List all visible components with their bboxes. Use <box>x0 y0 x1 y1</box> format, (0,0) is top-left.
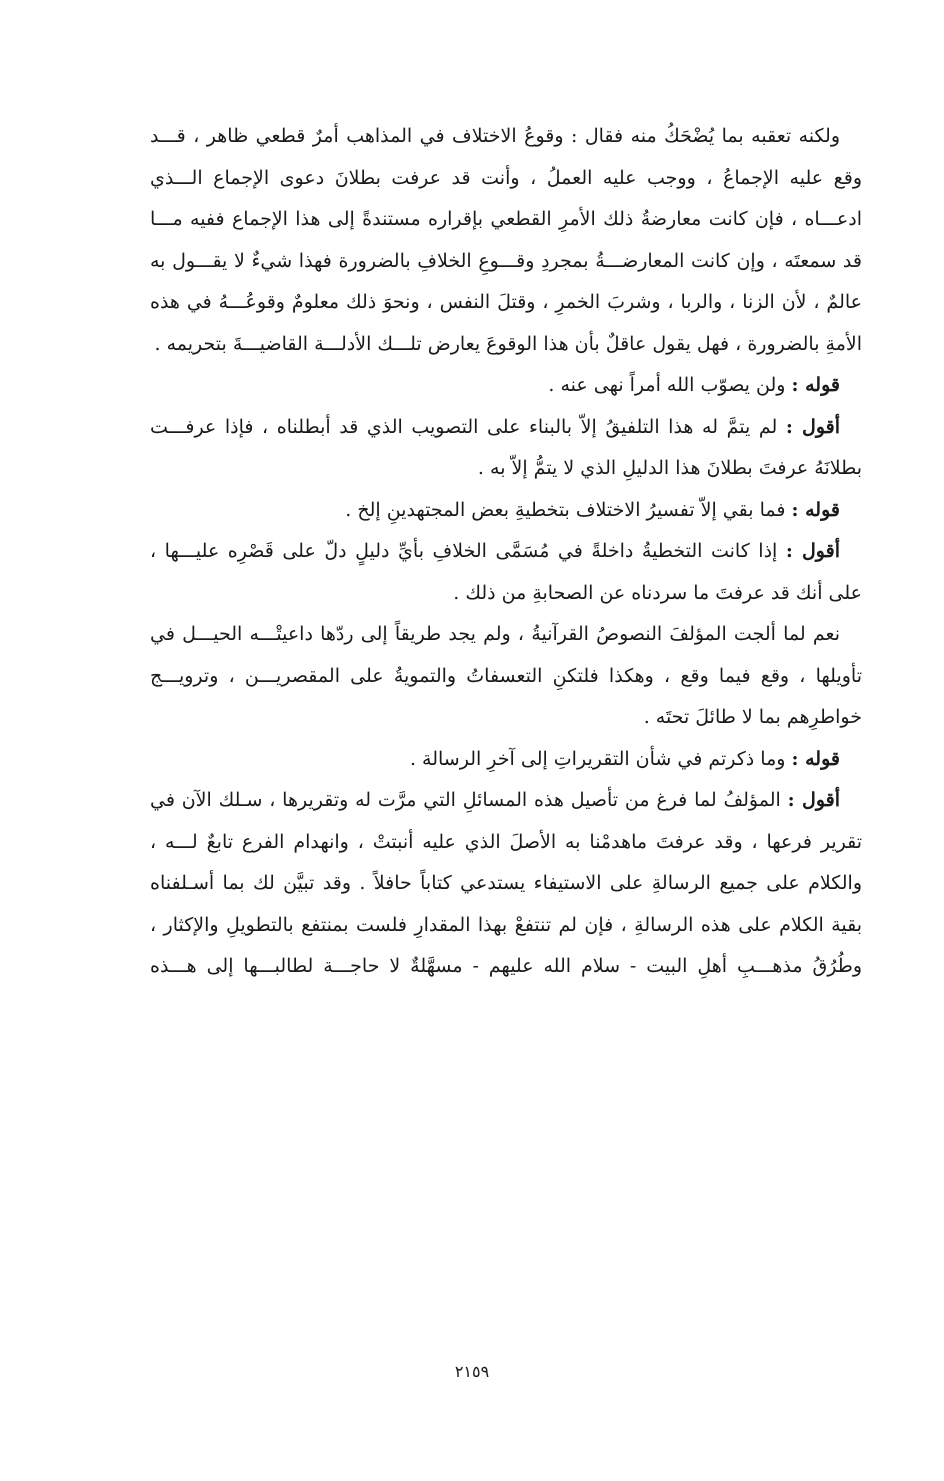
speaker-label: قوله : <box>791 747 840 770</box>
speaker-label: أقول : <box>787 789 840 811</box>
speaker-label: أقول : <box>785 415 840 438</box>
paragraph-3-text: لم يتمَّ له هذا التلفيقُ إلاّ بالبناء على التصويب الذي قد أبطلناه ، فإذا عرفـــت بطلانَهُ عرفتَ بطلانَ هذا الدليلِ الذي لا يتمُّ إلاّ به . <box>150 415 862 479</box>
paragraph-1 <box>150 116 862 365</box>
paragraph-4-text: فما بقي إلاّ تفسيرُ الاختلاف بتخطيةِ بعض المجتهدينِ إلخ . <box>345 498 786 521</box>
paragraph-6 <box>150 614 862 739</box>
paragraph-5 <box>150 531 862 614</box>
paragraph-2-text: ولن يصوّب الله أمراً نهى عنه . <box>548 374 786 396</box>
body-text <box>150 116 862 988</box>
speaker-label: قوله : <box>791 498 840 521</box>
paragraph-8-text: المؤلفُ لما فرغ من تأصيل هذه المسائلِ التي مرَّت له وتقريرها ، سـلك الآن في تقرير فرعها ، وقد عرفتَ ماهدمْنا به الأصلَ الذي عليه أنبتتْ ، وانهدام الفرع تابعٌ لـــه ، والكلام على جميع الرسالةِ على الاستيفاء يستدعي كتاباً حافلاً . وقد تبيَّن لك بما أسـلفناه بقية الكلام على هذه الرسالةِ ، فإن لم تنتفعْ بهذا المقدارِ فلست بمنتفع بالتطويلِ والإكثار ، وطُرُقُ مذهـــبِ أهلِ البيت - سلام الله عليهم - مسهَّلةٌ لا حاجـــة لطالبـــها إلى هـــذه <box>150 789 862 977</box>
paragraph-5-text: إذا كانت التخطيةُ داخلةً في مُسَمَّى الخلافِ بأيِّ دليلٍ دلّ على قَصْرِه عليـــها ، على أنك قد عرفتَ ما سردناه عن الصحابةِ من ذلك . <box>150 540 862 604</box>
paragraph-7 <box>150 739 862 781</box>
paragraph-2 <box>150 365 862 407</box>
paragraph-3 <box>150 407 862 490</box>
speaker-label: قوله : <box>791 374 840 396</box>
paragraph-1-text: ولكنه تعقبه بما يُضْحَكُ منه فقال : وقوعُ الاختلاف في المذاهب أمرٌ قطعي ظاهر ، قـــد وقع عليه الإجماعُ ، ووجب عليه العملُ ، وأنت قد عرفت بطلانَ دعوى الإجماع الـــذي ادعـــاه ، فإن كانت معارضةُ ذلك الأمرِ القطعي بإقراره مستندةً إلى هذا الإجماع ففيه مـــا قد سمعتَه ، وإن كانت المعارضـــةُ بمجردِ وقـــوعِ الخلافِ بالضرورة فهذا شيءٌ لا يقـــول به عالمٌ ، لأن الزنا ، والربا ، وشربَ الخمرِ ، وقتلَ النفس ، ونحوَ ذلك معلومٌ وقوعُـــهُ في هذه الأمةِ بالضرورة ، فهل يقول عاقلٌ بأن هذا الوقوعَ يعارض تلـــك الأدلـــة القاضيـــةَ بتحريمه . <box>150 125 862 355</box>
page-number: ٢١٥٩ <box>454 1362 490 1381</box>
paragraph-7-text: وما ذكرتم في شأن التقريراتِ إلى آخرِ الرسالة . <box>409 747 786 770</box>
paragraph-6-text: نعم لما ألجت المؤلفَ النصوصُ القرآنيةُ ، ولم يجد طريقاً إلى ردّها داعيتْـــه الحيـــل في تأويلها ، وقع فيما وقع ، وهكذا فلتكنِ التعسفاتُ والتمويةُ على المقصريـــن ، وترويـــج خواطرِهم بما لا طائلَ تحتَه . <box>150 623 862 728</box>
speaker-label: أقول : <box>785 540 840 562</box>
paragraph-8 <box>150 780 862 988</box>
paragraph-4 <box>150 490 862 532</box>
